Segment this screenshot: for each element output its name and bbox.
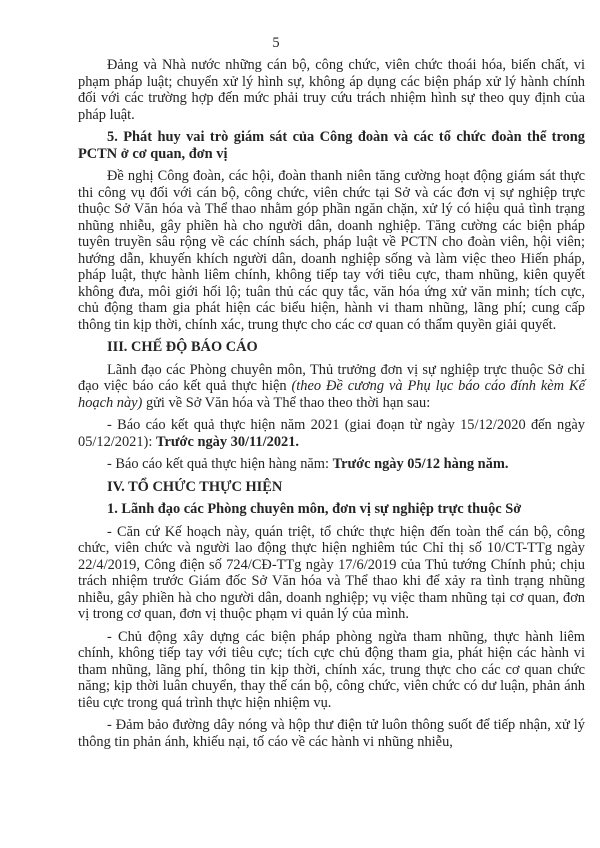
- section-iv-heading: IV. TỔ CHỨC THỰC HIỆN: [107, 478, 283, 495]
- report-intro-italic-note: (theo Đề cương và Phụ lục báo cáo đính kèm Kế hoạch này): [78, 378, 585, 411]
- deadline-2021-paragraph: [78, 417, 585, 450]
- deadline-2021-lead: - Báo cáo kết quả thực hiện năm 2021 (giai đoạn từ ngày 15/12/2020 đến ngày 05/12/2021):: [78, 417, 585, 450]
- report-intro-lead: Lãnh đạo các Phòng chuyên môn, Thủ trưởng đơn vị sự nghiệp trực thuộc Sở chỉ đạo việc báo cáo kết quả thực hiện: [78, 361, 585, 394]
- subsection-1-heading: 1. Lãnh đạo các Phòng chuyên môn, đơn vị sự nghiệp trực thuộc Sở: [107, 501, 522, 517]
- report-intro-tail: gửi về Sở Văn hóa và Thể thao theo thời hạn sau:: [142, 394, 431, 411]
- document-body: [78, 57, 585, 756]
- deadline-2021-bold-date: Trước ngày 30/11/2021.: [155, 433, 300, 450]
- deadline-annual-bold-date: Trước ngày 05/12 hàng năm.: [332, 456, 509, 472]
- report-intro-paragraph: [78, 362, 585, 412]
- deadline-annual-paragraph: [78, 456, 585, 473]
- deadline-annual-lead: - Báo cáo kết quả thực hiện hàng năm:: [107, 456, 333, 472]
- subsection-1-item-2: - Chủ động xây dựng các biện pháp phòng ngừa tham nhũng, thực hành liêm chính, không tiếp tay với tiêu cực; tích cực chủ động tham gia, phát hiện các hành vi tham nhũng, lãng phí, thông tin kịp thời, chính xác, trung thực cho các cơ quan chức năng; kịp thời luân chuyển, thay thế cán bộ, công chức, viên chức có dư luận, phản ánh tiêu cực trong quá trình thực hiện nhiệm vụ.: [78, 628, 585, 711]
- paragraph-continuation: Đảng và Nhà nước những cán bộ, công chức, viên chức thoái hóa, biến chất, vi phạm pháp luật; chuyển xử lý hình sự, không áp dụng các biện pháp xử lý hành chính đối với các trường hợp đến mức phải truy cứu trách nhiệm hình sự theo quy định của pháp luật.: [78, 57, 585, 123]
- section-5-paragraph: Đề nghị Công đoàn, các hội, đoàn thanh niên tăng cường hoạt động giám sát thực thi công vụ đối với cán bộ, công chức, viên chức tại Sở và các đơn vị sự nghiệp trực thuộc Sở Văn hóa và Thể thao nhằm góp phần ngăn chặn, xử lý có hiệu quả tình trạng nhũng nhiễu, gây phiền hà cho người dân, doanh nghiệp. Tăng cường các biện pháp tuyên truyền sâu rộng về các chính sách, pháp luật về PCTN cho đoàn viên, hội viên; hướng dẫn, khuyến khích người dân, doanh nghiệp sống và làm việc theo Hiến pháp, pháp luật, thực hành liêm chính, không tiếp tay với tiêu cực, tham nhũng, kiên quyết không đưa, môi giới hối lộ; tuân thủ các quy tắc, văn hóa ứng xử văn minh; tích cực, chủ động tham gia phát hiện các biểu hiện, hành vi tham nhũng, lãng phí; cung cấp thông tin kịp thời, chính xác, trung thực cho các cơ quan có thẩm quyền giải quyết.: [78, 168, 585, 333]
- section-iii-heading: III. CHẾ ĐỘ BÁO CÁO: [107, 339, 258, 355]
- subsection-1-item-3: - Đảm bảo đường dây nóng và hộp thư điện tử luôn thông suốt để tiếp nhận, xử lý thông tin phản ánh, khiếu nại, tố cáo về các hành vi nhũng nhiễu,: [78, 717, 585, 750]
- page-number: 5: [272, 35, 280, 51]
- section-5-heading: 5. Phát huy vai trò giám sát của Công đoàn và các tổ chức đoàn thể trong PCTN ở cơ quan, đơn vị: [78, 129, 585, 162]
- subsection-1-item-1: - Căn cứ Kế hoạch này, quán triệt, tổ chức thực hiện đến toàn thể cán bộ, công chức, viên chức và người lao động thực hiện nghiêm túc Chỉ thị số 10/CT-TTg ngày 22/4/2019, Công điện số 724/CĐ-TTg ngày 17/6/2019 của Thủ tướng Chính phủ; chịu trách nhiệm trước Giám đốc Sở Văn hóa và Thể thao khi để xảy ra tình trạng nhũng nhiễu, gây phiền hà cho người dân, doanh nghiệp; vụ việc tham nhũng tại cơ quan, đơn vị trong cơ quan, đơn vị thuộc phạm vi quản lý của mình.: [78, 523, 585, 622]
